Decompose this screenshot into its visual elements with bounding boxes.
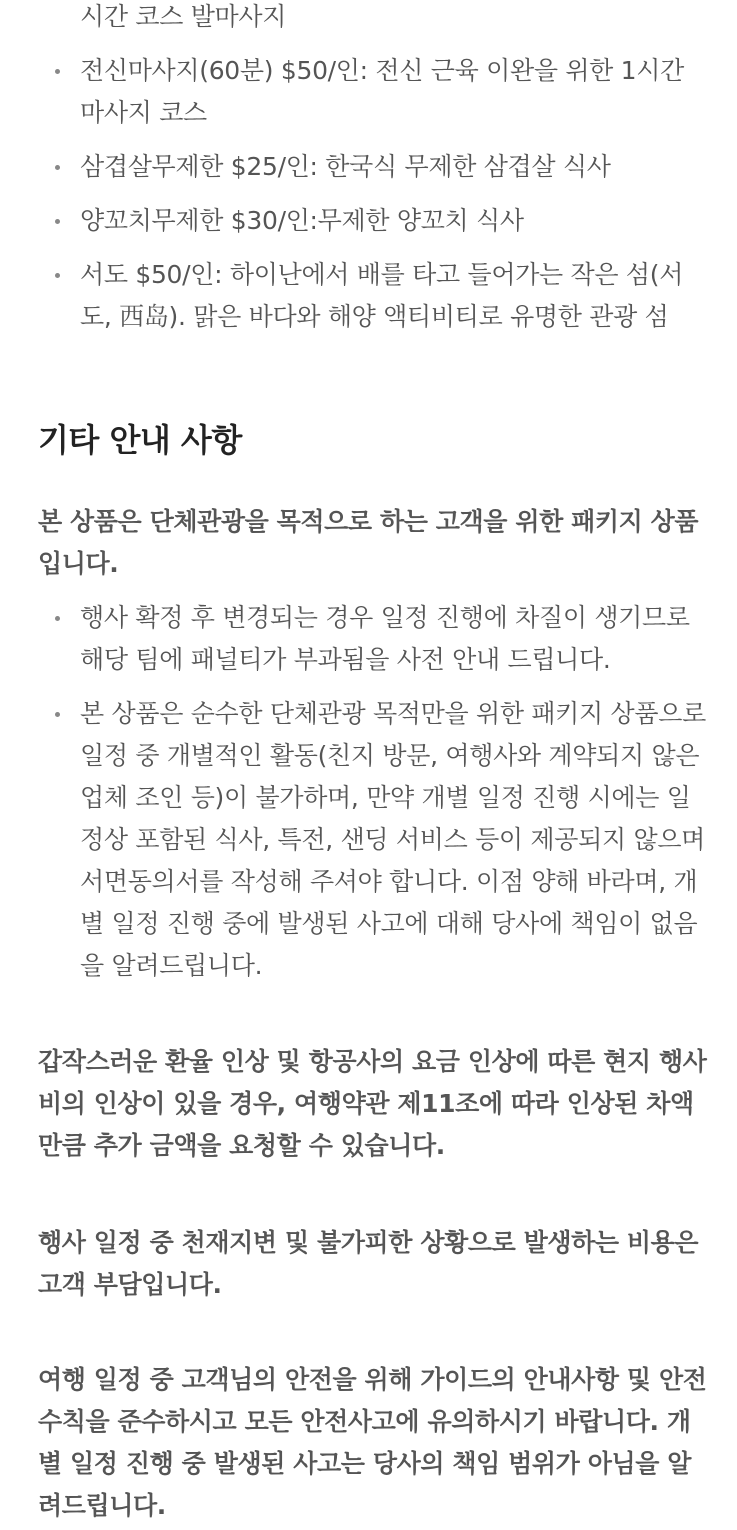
list-item-samgyeopsal: [38, 146, 710, 188]
optional-tour-items: [38, 50, 710, 338]
list-item-text: 삼겹살무제한 $25/인: 한국식 무제한 삼겹살 식사: [80, 152, 611, 181]
notice-natural-disaster: 행사 일정 중 천재지변 및 불가피한 상황으로 발생하는 비용은 고객 부담입니다.: [38, 1228, 699, 1299]
bullet-icon: [55, 712, 60, 717]
notice-intro: 본 상품은 단체관광을 목적으로 하는 고객을 위한 패키지 상품입니다.: [38, 507, 699, 578]
bullet-icon: [55, 219, 60, 224]
list-item-seodo-island: [38, 254, 710, 338]
bullet-icon: [55, 616, 60, 621]
list-item-penalty: [38, 597, 710, 681]
list-item-continued: 시간 코스 발마사지: [80, 2, 287, 31]
list-item-full-body-massage: [38, 50, 710, 134]
bullet-icon: [55, 165, 60, 170]
bullet-icon: [55, 273, 60, 278]
list-item-text: 서도 $50/인: 하이난에서 배를 타고 들어가는 작은 섬(서도, 西岛). 맑은 바다와 해양 액티비티로 유명한 관광 섬: [80, 260, 684, 331]
list-item-group-only: [38, 693, 710, 987]
notice-safety: 여행 일정 중 고객님의 안전을 위해 가이드의 안내사항 및 안전수칙을 준수하시고 모든 안전사고에 유의하시기 바랍니다. 개별 일정 진행 중 발생된 사고는 당사의 책임 범위가 아님을 알려드립니다.: [38, 1365, 707, 1520]
section-heading: 기타 안내 사항: [38, 421, 242, 459]
notice-exchange-rate: 갑작스러운 환율 인상 및 항공사의 요금 인상에 따른 현지 행사비의 인상이 있을 경우, 여행약관 제11조에 따라 인상된 차액만큼 추가 금액을 요청할 수 있습니다.: [38, 1047, 707, 1160]
list-item-text: 전신마사지(60분) $50/인: 전신 근육 이완을 위한 1시간 마사지 코스: [80, 56, 684, 127]
list-item-lamb-skewers: [38, 200, 710, 242]
optional-tour-list: [38, 0, 710, 350]
notice-list: [38, 597, 710, 999]
list-item-text: 본 상품은 순수한 단체관광 목적만을 위한 패키지 상품으로 일정 중 개별적인 활동(친지 방문, 여행사와 계약되지 않은 업체 조인 등)이 불가하며, 만약 개별 일정 진행 시에는 일정상 포함된 식사, 특전, 샌딩 서비스 등이 제공되지 않으며 서면동의서를 작성해 주셔야 합니다. 이점 양해 바라며, 개별 일정 진행 중에 발생된 사고에 대해 당사에 책임이 없음을 알려드립니다.: [80, 699, 706, 980]
bullet-icon: [55, 69, 60, 74]
list-item-text: 양꼬치무제한 $30/인:무제한 양꼬치 식사: [80, 206, 524, 235]
list-item-text: 행사 확정 후 변경되는 경우 일정 진행에 차질이 생기므로 해당 팀에 패널티가 부과됨을 사전 안내 드립니다.: [80, 603, 690, 674]
